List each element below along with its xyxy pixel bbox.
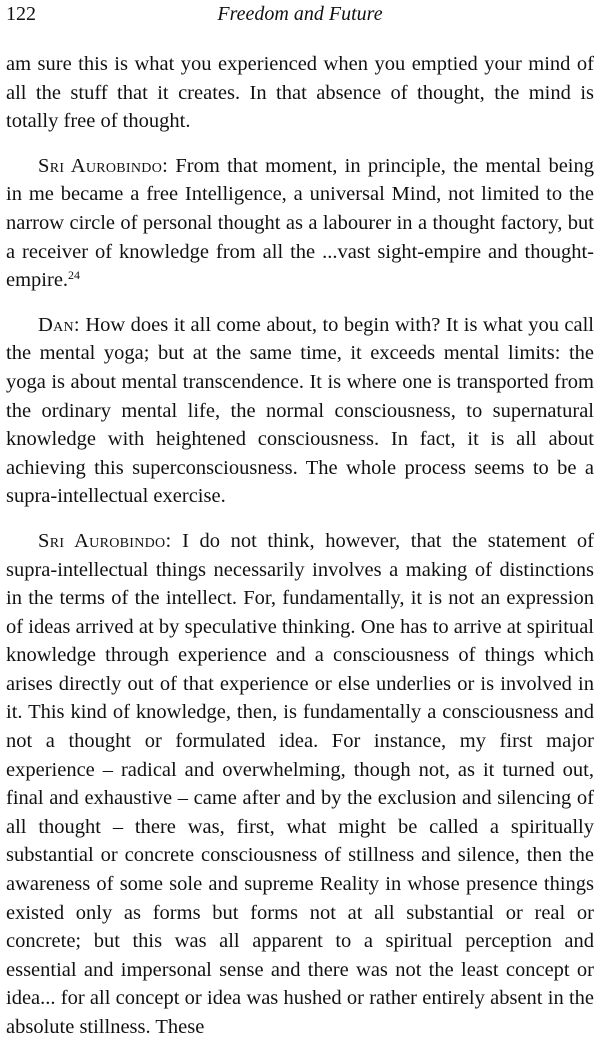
paragraph-continuation — [6, 50, 594, 136]
paragraph-sri-aurobindo-1 — [6, 152, 594, 295]
paragraph-dan — [6, 311, 594, 511]
page-body — [6, 50, 594, 1042]
paragraph-text: From that moment, in principle, the mental being in me became a free Intelligence, a universal Mind, not limited to the narrow circle of personal thought as a labourer in a thought factory, but a receiver of knowledge from all the ...vast sight-empire and thought-empire. — [6, 154, 594, 292]
footnote-marker: 24 — [68, 268, 81, 283]
paragraph-sri-aurobindo-2 — [6, 527, 594, 1042]
paragraph-text: I do not think, however, that the statement of supra-intellectual things necessarily involves a making of distinctions in the terms of the intellect. For, fundamentally, it is not an expression of ideas arrived at by speculative thinking. One has to arrive at spiritual knowledge through experience and a consciousness of things which arises directly out of that experience or else underlies or is involved in it. This kind of knowledge, then, is fundamentally a consciousness and not a thought or formulated idea. For instance, my first major experience – radical and overwhelming, though not, as it turned out, final and exhaustive – came after and by the exclusion and silencing of all thought – there was, first, what might be called a spiritually substantial or concrete consciousness of stillness and silence, then the awareness of some sole and supreme Reality in whose presence things existed only as forms but forms not at all substantial or real or concrete; but this was all apparent to a spiritual perception and essential and impersonal sense and there was not the least concept or idea... for all concept or idea was hushed or rather entirely absent in the absolute stillness. These — [6, 529, 594, 1038]
running-title: Freedom and Future — [217, 3, 383, 25]
speaker-label: Sri Aurobindo: — [38, 154, 169, 177]
page-number: 122 — [6, 3, 36, 25]
paragraph-text: How does it all come about, to begin with? It is what you call the mental yoga; but at the same time, it exceeds mental limits: the yoga is about mental transcendence. It is where one is transported from the ordinary mental life, the normal consciousness, to supernatural knowledge with heightened consciousness. In fact, it is all about achieving this superconsciousness. The whole process seems to be a supra-intellectual exercise. — [6, 313, 594, 508]
page-header — [6, 2, 594, 30]
speaker-label: Dan: — [38, 313, 80, 336]
paragraph-text: am sure this is what you experienced when you emptied your mind of all the stuff that it creates. In that absence of thought, the mind is totally free of thought. — [6, 53, 594, 133]
speaker-label: Sri Aurobindo: — [38, 529, 172, 552]
